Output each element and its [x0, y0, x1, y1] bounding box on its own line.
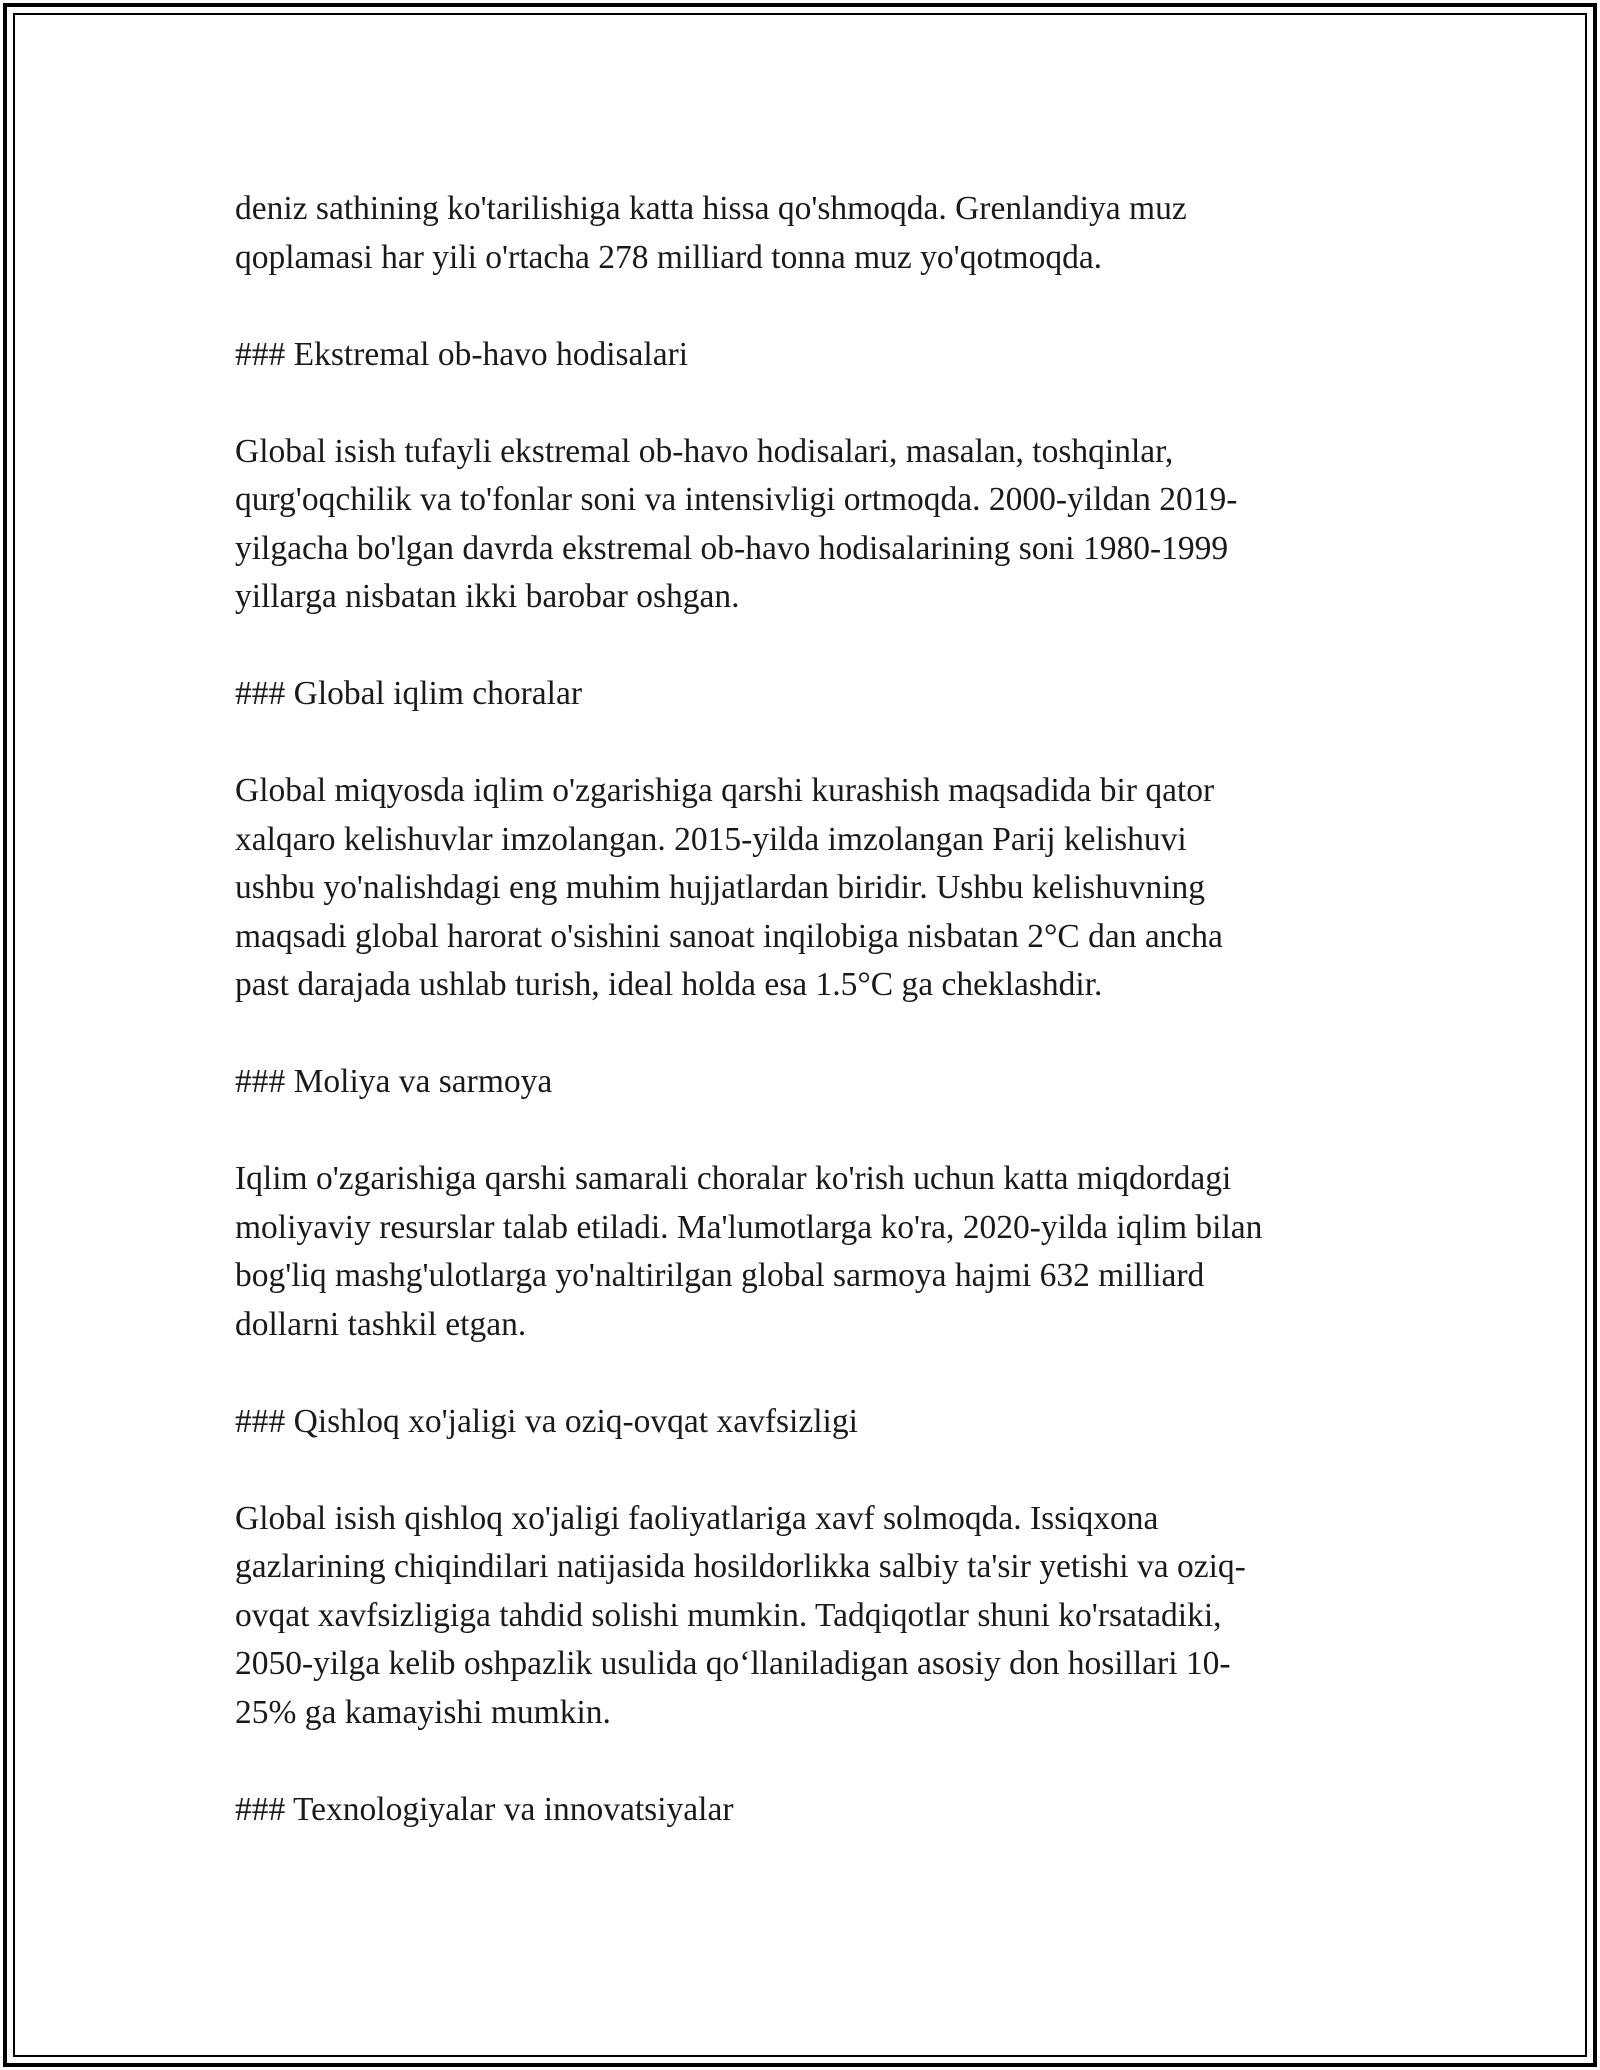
text-line: past darajada ushlab turish, ideal holda esa 1.5°C ga cheklashdir.	[235, 966, 1103, 1003]
heading-text: ### Qishloq xo'jaligi va oziq-ovqat xavfsizligi	[235, 1402, 858, 1440]
heading-text: ### Moliya va sarmoya	[235, 1063, 553, 1100]
section-heading	[235, 670, 1385, 719]
paragraph	[235, 767, 1385, 1010]
section-heading	[235, 331, 1385, 380]
text-line: dollarni tashkil etgan.	[235, 1305, 527, 1343]
paragraph	[235, 428, 1385, 622]
text-line: 2050-yilga kelib oshpazlik usulida qo‘llaniladigan asosiy don hosillari 10-	[235, 1645, 1231, 1682]
paragraph	[235, 185, 1385, 282]
text-line: maqsadi global harorat o'sishini sanoat inqilobiga nisbatan 2°C dan ancha	[235, 917, 1223, 955]
text-line: bog'liq mashg'ulotlarga yo'naltirilgan global sarmoya hajmi 632 milliard	[235, 1257, 1205, 1294]
text-line: qurg'oqchilik va to'fonlar soni va intensivligi ortmoqda. 2000-yildan 2019-	[235, 481, 1238, 518]
heading-text: ### Global iqlim choralar	[235, 675, 583, 712]
paragraph	[235, 1155, 1385, 1349]
text-line: xalqaro kelishuvlar imzolangan. 2015-yilda imzolangan Parij kelishuvi	[235, 820, 1187, 858]
text-line: 25% ga kamayishi mumkin.	[235, 1693, 611, 1731]
text-line: Global miqyosda iqlim o'zgarishiga qarshi kurashish maqsadida bir qator	[235, 772, 1215, 809]
text-line: deniz sathining ko'tarilishiga katta hissa qo'shmoqda. Grenlandiya muz	[235, 190, 1187, 227]
text-line: Global isish tufayli ekstremal ob-havo hodisalari, masalan, toshqinlar,	[235, 432, 1174, 470]
document-body	[235, 185, 1385, 1883]
text-line: yillarga nisbatan ikki barobar oshgan.	[235, 578, 740, 615]
section-heading	[235, 1398, 1385, 1447]
text-line: Iqlim o'zgarishiga qarshi samarali choralar ko'rish uchun katta miqdordagi	[235, 1160, 1232, 1197]
text-line: qoplamasi har yili o'rtacha 278 milliard tonna muz yo'qotmoqda.	[235, 238, 1103, 276]
paragraph	[235, 1495, 1385, 1738]
text-line: Global isish qishloq xo'jaligi faoliyatlariga xavf solmoqda. Issiqxona	[235, 1499, 1159, 1537]
text-line: ushbu yo'nalishdagi eng muhim hujjatlardan biridir. Ushbu kelishuvning	[235, 869, 1205, 906]
heading-text: ### Ekstremal ob-havo hodisalari	[235, 335, 689, 373]
text-line: yilgacha bo'lgan davrda ekstremal ob-havo hodisalarining soni 1980-1999	[235, 529, 1229, 567]
text-line: gazlarining chiqindilari natijasida hosildorlikka salbiy ta'sir yetishi va oziq-	[235, 1548, 1246, 1585]
heading-text: ### Texnologiyalar va innovatsiyalar	[235, 1790, 734, 1828]
section-heading	[235, 1786, 1385, 1835]
text-line: ovqat xavfsizligiga tahdid solishi mumkin. Tadqiqotlar shuni ko'rsatadiki,	[235, 1596, 1222, 1634]
section-heading	[235, 1058, 1385, 1107]
text-line: moliyaviy resurslar talab etiladi. Ma'lumotlarga ko'ra, 2020-yilda iqlim bilan	[235, 1208, 1263, 1246]
